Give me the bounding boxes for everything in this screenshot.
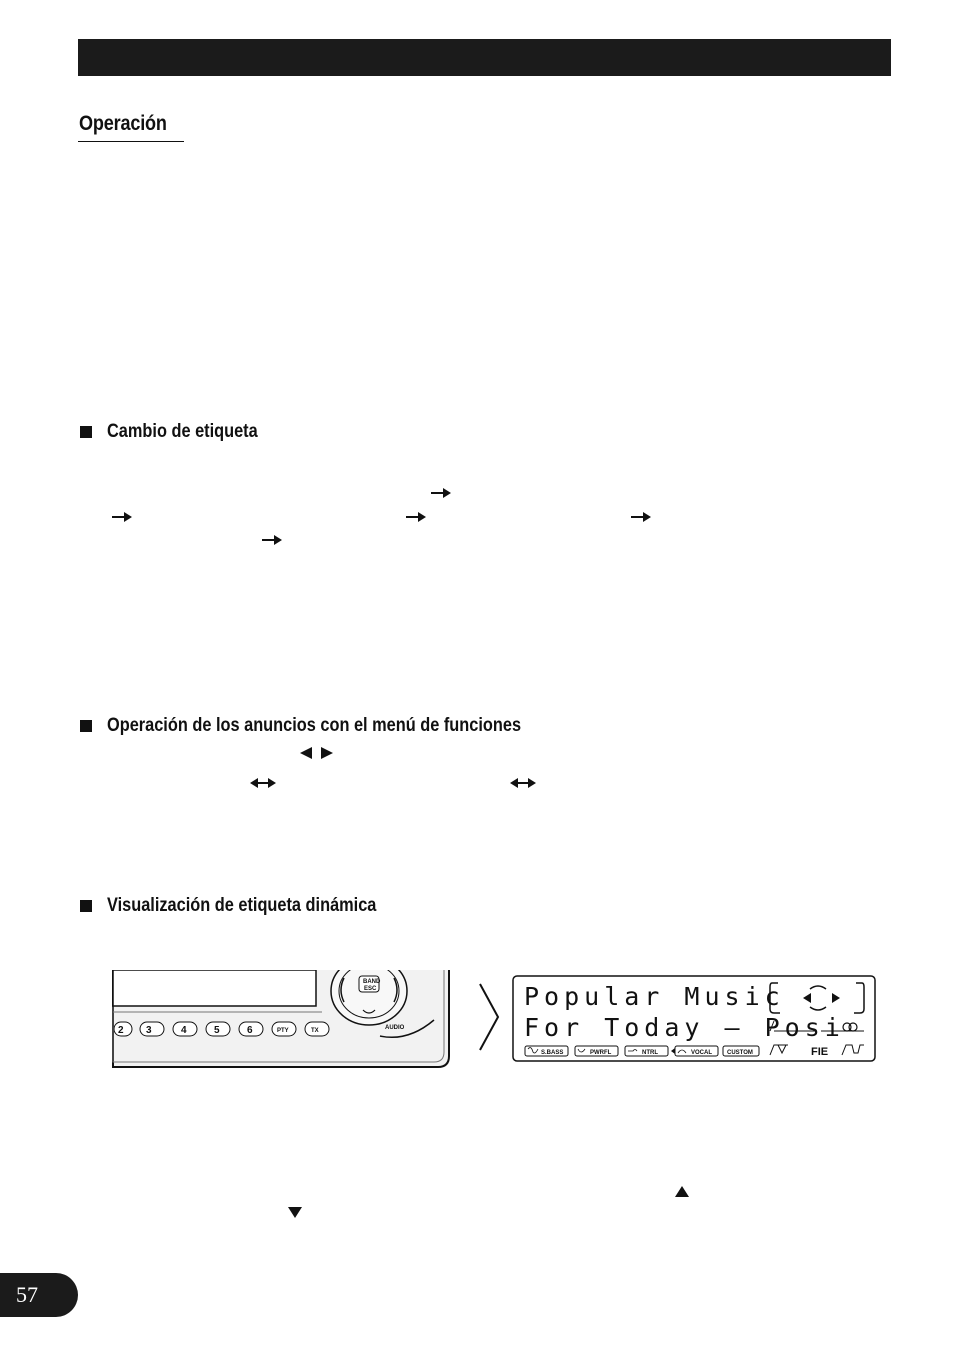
square-bullet-icon <box>80 426 92 438</box>
triangle-left-icon <box>300 747 312 759</box>
eq-label: NTRL <box>642 1050 658 1056</box>
arrow-right-icon <box>112 512 132 522</box>
display-line-1: Popular Music <box>524 982 785 1011</box>
double-arrow-icon <box>510 778 536 788</box>
subhead-tag-change-text: Cambio de etiqueta <box>107 421 258 442</box>
title-underline <box>78 141 184 142</box>
display-line-2: For Today – Posi <box>524 1013 845 1042</box>
preset-button-label: 6 <box>247 1025 253 1036</box>
head-unit-illustration <box>112 970 452 1068</box>
header-bar <box>78 39 891 76</box>
preset-button-label: PTY <box>277 1028 289 1034</box>
arrow-right-icon <box>262 535 282 545</box>
lcd-display-illustration <box>512 975 876 1063</box>
arrow-right-icon <box>406 512 426 522</box>
square-bullet-icon <box>80 720 92 732</box>
eq-label: PWRFL <box>590 1050 612 1056</box>
subhead-dynamic-tag-text: Visualización de etiqueta dinámica <box>107 895 377 916</box>
double-arrow-icon <box>250 778 276 788</box>
page-number: 57 <box>0 1273 78 1317</box>
subhead-announcements <box>80 715 588 737</box>
preset-button-label: 2 <box>118 1025 124 1036</box>
preset-button-label: TX <box>311 1028 319 1034</box>
esc-label: ESC <box>364 986 377 992</box>
triangle-up-icon <box>675 1186 689 1197</box>
audio-label: AUDIO <box>385 1025 405 1031</box>
subhead-tag-change <box>80 421 282 443</box>
fie-label: FIE <box>811 1046 829 1058</box>
eq-label: S.BASS <box>541 1050 564 1056</box>
arrow-right-icon <box>431 488 451 498</box>
eq-label: CUSTOM <box>727 1050 753 1056</box>
preset-button-label: 5 <box>214 1025 220 1036</box>
eq-label: VOCAL <box>691 1050 712 1056</box>
square-bullet-icon <box>80 900 92 912</box>
band-label: BAND <box>363 979 381 985</box>
eq-labels <box>525 1046 759 1056</box>
subhead-dynamic-tag <box>80 895 420 917</box>
preset-button-label: 4 <box>181 1025 187 1036</box>
triangle-down-icon <box>288 1207 302 1218</box>
arrow-right-icon <box>631 512 651 522</box>
chevron-right-icon <box>478 982 500 1052</box>
preset-button-label: 3 <box>146 1025 152 1036</box>
subhead-announcements-text: Operación de los anuncios con el menú de funciones <box>107 715 522 736</box>
triangle-right-icon <box>321 747 333 759</box>
section-title: Operación <box>79 112 167 135</box>
